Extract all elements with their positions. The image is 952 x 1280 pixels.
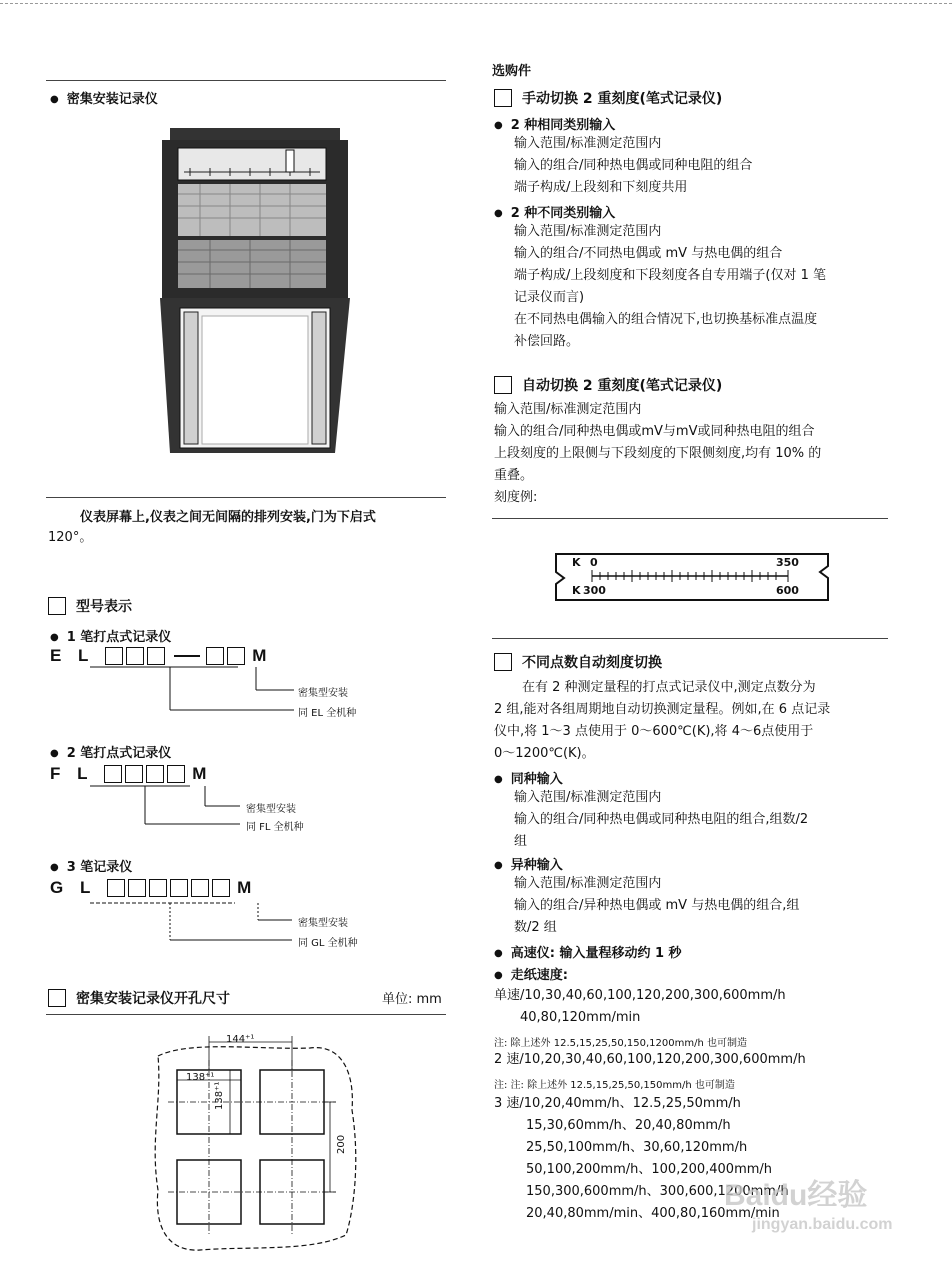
same-input-lines: 输入范围/标准测定范围内 输入的组合/同种热电偶或同种热电阻的组合,组数/2 组 bbox=[514, 790, 809, 849]
el-model-code: E L M bbox=[50, 646, 273, 665]
diff-points-desc: 在有 2 种测定量程的打点式记录仪中,测定点数分为 2 组,能对各组周期地自动切换测定量程。例如,在 6 点记录 仪中,将 1～3 点使用于 0～600℃(K),将 4～6点使用于 0～1200℃(K)。 bbox=[494, 680, 831, 761]
gl-heading: ● 3 笔记录仪 bbox=[50, 856, 132, 875]
auto-switch-title: 自动切换 2 重刻度(笔式记录仪) bbox=[494, 375, 722, 395]
speed-single: 单速/10,30,40,60,100,120,200,300,600mm/h bbox=[494, 988, 786, 1003]
manual-switch-title: 手动切换 2 重刻度(笔式记录仪) bbox=[494, 88, 722, 108]
unit-label: 单位: mm bbox=[382, 992, 442, 1007]
el-cap-all: 同 EL 全机种 bbox=[298, 708, 357, 719]
note-2: 注: 注: 除上述外 12.5,15,25,50,150mm/h 也可制造 bbox=[494, 1080, 735, 1091]
diff-input-lines: 输入范围/标准测定范围内 输入的组合/异种热电偶或 mV 与热电偶的组合,组 数/2 组 bbox=[514, 876, 800, 935]
photo-caption: 仪表屏幕上,仪表之间无间隔的排列安装,门为下启式 bbox=[80, 510, 376, 525]
fl-heading: ● 2 笔打点式记录仪 bbox=[50, 742, 171, 761]
checkbox-icon bbox=[48, 989, 66, 1007]
same-type-lines: 输入范围/标准测定范围内 输入的组合/同种热电偶或同种电阻的组合 端子构成/上段刻和下刻度共用 bbox=[514, 136, 753, 195]
el-cap-dense: 密集型安装 bbox=[298, 688, 348, 699]
scale-600: 600 bbox=[776, 584, 799, 597]
watermark-brand: Baidu经验 bbox=[724, 1179, 868, 1212]
speed-single-min: 40,80,120mm/min bbox=[520, 1010, 641, 1025]
model-title: 型号表示 bbox=[48, 596, 132, 616]
fl-cap-all: 同 FL 全机种 bbox=[246, 822, 304, 833]
diff-type-lines: 输入范围/标准测定范围内 输入的组合/不同热电偶或 mV 与热电偶的组合 端子构成/上段刻度和下段刻度各自专用端子(仅对 1 笔 记录仪而言) 在不同热电偶输入的组合情况下,也切换基标准点温度 补偿回路。 bbox=[514, 224, 826, 349]
diff-type-input: ● 2 种不同类别输入 bbox=[494, 202, 615, 221]
speed-3: 3 速/10,20,40mm/h、12.5,25,50mm/h bbox=[494, 1096, 741, 1111]
fl-model-code: F L M bbox=[50, 764, 213, 783]
dim-138-width: 138⁺¹ bbox=[186, 1072, 215, 1083]
diff-input: ● 异种输入 bbox=[494, 854, 563, 873]
same-type-input: ● 2 种相同类别输入 bbox=[494, 114, 615, 133]
section-dense-recorder: ● 密集安装记录仪 bbox=[50, 88, 158, 107]
checkbox-icon bbox=[494, 653, 512, 671]
dim-200: 200 bbox=[336, 1134, 347, 1154]
gl-model-code: G L M bbox=[50, 878, 258, 897]
speed-3-lines: 15,30,60mm/h、20,40,80mm/h 25,50,100mm/h、30,60,120mm/h 50,100,200mm/h、100,200,400mm/h 150,300,600mm/h、300,600,1200mm/h 20,40,80mm/min、400,80,160mm/min bbox=[526, 1118, 789, 1221]
photo-caption-angle: 120°。 bbox=[48, 530, 93, 545]
dim-138-height: 138⁺¹ bbox=[214, 1081, 225, 1110]
same-input: ● 同种输入 bbox=[494, 768, 563, 787]
paper-speed: ● 走纸速度: bbox=[494, 964, 568, 983]
high-speed: ● 高速仪: 输入量程移动约 1 秒 bbox=[494, 942, 682, 961]
gl-cap-dense: 密集型安装 bbox=[298, 918, 348, 929]
speed-2: 2 速/10,20,30,40,60,100,120,200,300,600mm/h bbox=[494, 1052, 806, 1067]
el-heading: ● 1 笔打点式记录仪 bbox=[50, 626, 171, 645]
scale-300: 300 bbox=[583, 584, 606, 597]
cutout-title: 密集安装记录仪开孔尺寸 bbox=[48, 988, 230, 1008]
scale-k-bottom: K bbox=[572, 584, 581, 597]
diff-points-title: 不同点数自动刻度切换 bbox=[494, 652, 662, 672]
options-heading: 选购件 bbox=[492, 64, 532, 79]
gl-cap-all: 同 GL 全机种 bbox=[298, 938, 358, 949]
scale-350: 350 bbox=[776, 556, 799, 569]
dim-144: 144⁺¹ bbox=[226, 1034, 255, 1045]
scale-0: 0 bbox=[590, 556, 598, 569]
watermark-url: jingyan.baidu.com bbox=[752, 1216, 893, 1233]
checkbox-icon bbox=[494, 89, 512, 107]
auto-switch-lines: 输入范围/标准测定范围内 输入的组合/同种热电偶或mV与mV或同种热电阻的组合 上段刻度的上限侧与下段刻度的下限侧刻度,均有 10% 的 重叠。 刻度例: bbox=[494, 402, 822, 505]
note-1: 注: 除上述外 12.5,15,25,50,150,1200mm/h 也可制造 bbox=[494, 1038, 747, 1049]
fl-cap-dense: 密集型安装 bbox=[246, 804, 296, 815]
scale-k-top: K bbox=[572, 556, 581, 569]
checkbox-icon bbox=[494, 376, 512, 394]
